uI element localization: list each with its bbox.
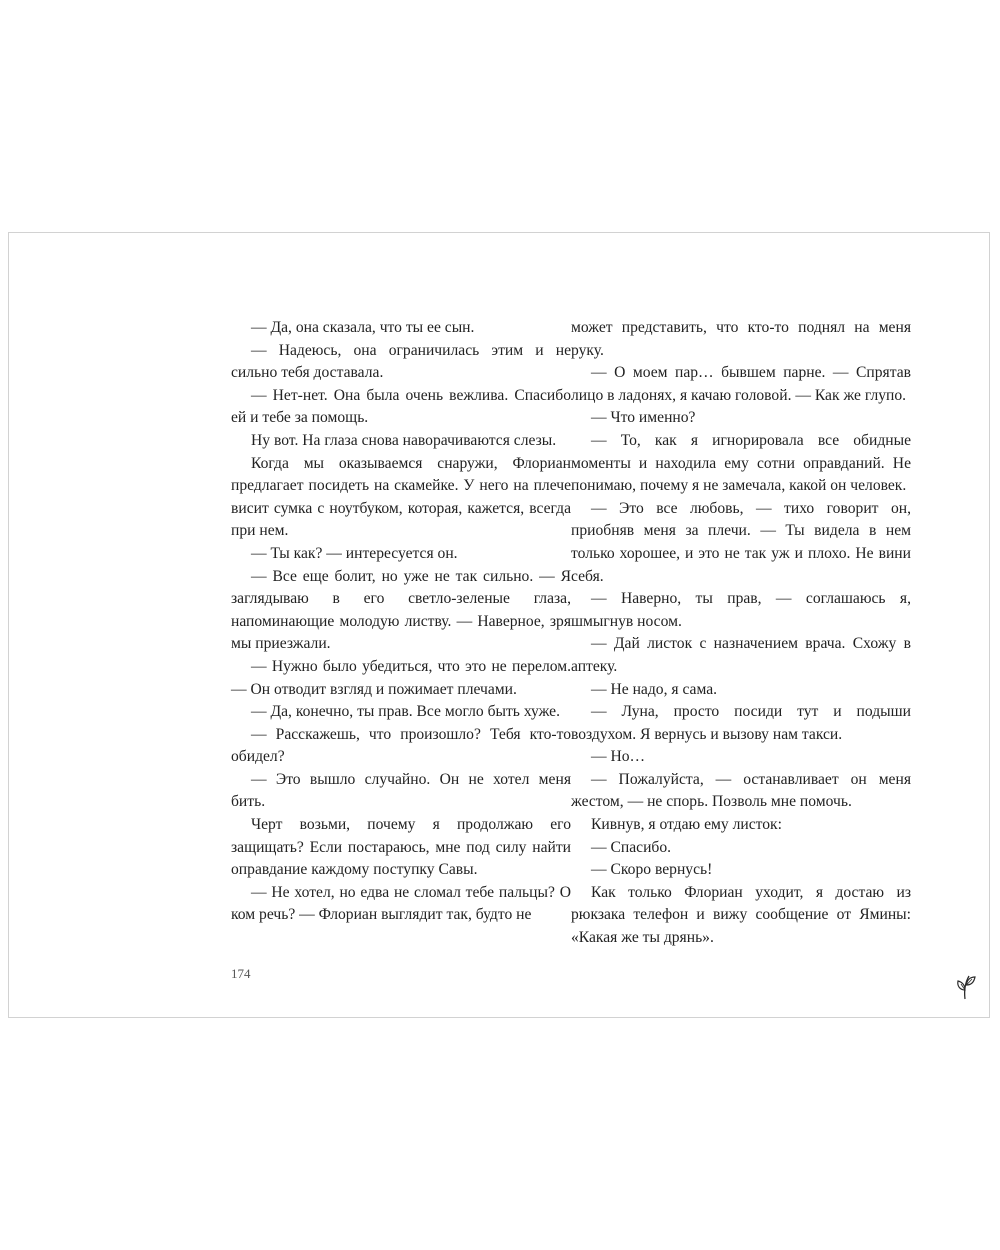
paragraph: — Да, конечно, ты прав. Все могло быть хуже. <box>251 703 560 721</box>
paragraph: — Расскажешь, что произошло? Тебя кто-то обидел? <box>231 725 571 766</box>
paragraph: Когда мы оказываемся снаружи, Флориан предлагает посидеть на скамейке. У него на плече висит сумка с ноутбуком, которая, кажется, всегда при нем. <box>231 454 571 540</box>
book-spread <box>8 232 990 1018</box>
paragraph: — Все еще болит, но уже не так сильно. — Я заглядываю в его светло-зеленые глаза, напоминающие молодую листву. — Наверное, зря мы приезжали. <box>231 567 571 653</box>
paragraph: Черт возьми, почему я продолжаю его защищать? Если постараюсь, мне под силу найти оправдание каждому поступку Савы. <box>231 816 571 879</box>
paragraph: — То, как я игнорировала все обидные моменты и находила ему сотни оправданий. Не понимаю, почему я не замечала, какой он человек. <box>571 431 911 495</box>
paragraph: — Ты как? — интересуется он. <box>251 544 458 562</box>
paragraph: — О моем пар… бывшем парне. — Спрятав лицо в ладонях, я качаю головой. — Как же глупо. <box>571 364 911 404</box>
paragraph: — Это вышло случайно. Он не хотел меня бить. <box>231 770 571 811</box>
paragraph: Ну вот. На глаза снова наворачиваются слезы. <box>251 431 557 449</box>
paragraph: — Это все любовь, — тихо говорит он, приобняв меня за плечи. — Ты видела в нем только хорошее, и это не так уж и плохо. Не вини себя. <box>571 499 911 585</box>
right-page-text <box>571 317 911 950</box>
paragraph: — Но… <box>591 748 646 766</box>
paragraph: — Луна, просто посиди тут и подыши воздухом. Я вернусь и вызову нам такси. <box>571 703 911 743</box>
paragraph-continuation: может представить, что кто-то поднял на меня руку. <box>571 319 911 359</box>
paragraph: — Что именно? <box>591 409 696 427</box>
paragraph: Как только Флориан уходит, я достаю из рюкзака телефон и вижу сообщение от Ямины: «Какая же ты дрянь». <box>571 883 911 947</box>
page-number: 174 <box>231 966 251 981</box>
paragraph: — Наверно, ты прав, — соглашаюсь я, шмыгнув носом. <box>571 590 911 630</box>
paragraph: — Спасибо. <box>591 838 672 856</box>
paragraph: — Не надо, я сама. <box>591 680 718 698</box>
paragraph: — Нужно было убедиться, что это не перелом. — Он отводит взгляд и пожимает плечами. <box>231 657 571 698</box>
paragraph: — Скоро вернусь! <box>591 861 713 879</box>
paragraph: — Да, она сказала, что ты ее сын. <box>251 319 475 336</box>
paragraph: — Пожалуйста, — останавливает он меня жестом, — не спорь. Позволь мне помочь. <box>571 770 911 811</box>
paragraph: — Нет-нет. Она была очень вежлива. Спасибо ей и тебе за помощь. <box>231 386 571 427</box>
paragraph: Кивнув, я отдаю ему листок: <box>591 816 782 834</box>
paragraph: — Не хотел, но едва не сломал тебе пальцы? О ком речь? — Флориан выглядит так, будто не <box>231 883 571 924</box>
left-page-text <box>231 317 571 927</box>
paragraph: — Дай листок с назначением врача. Схожу в аптеку. <box>571 635 911 675</box>
paragraph: — Надеюсь, она ограничилась этим и не сильно тебя доставала. <box>231 341 571 382</box>
leaf-icon <box>953 971 979 1001</box>
